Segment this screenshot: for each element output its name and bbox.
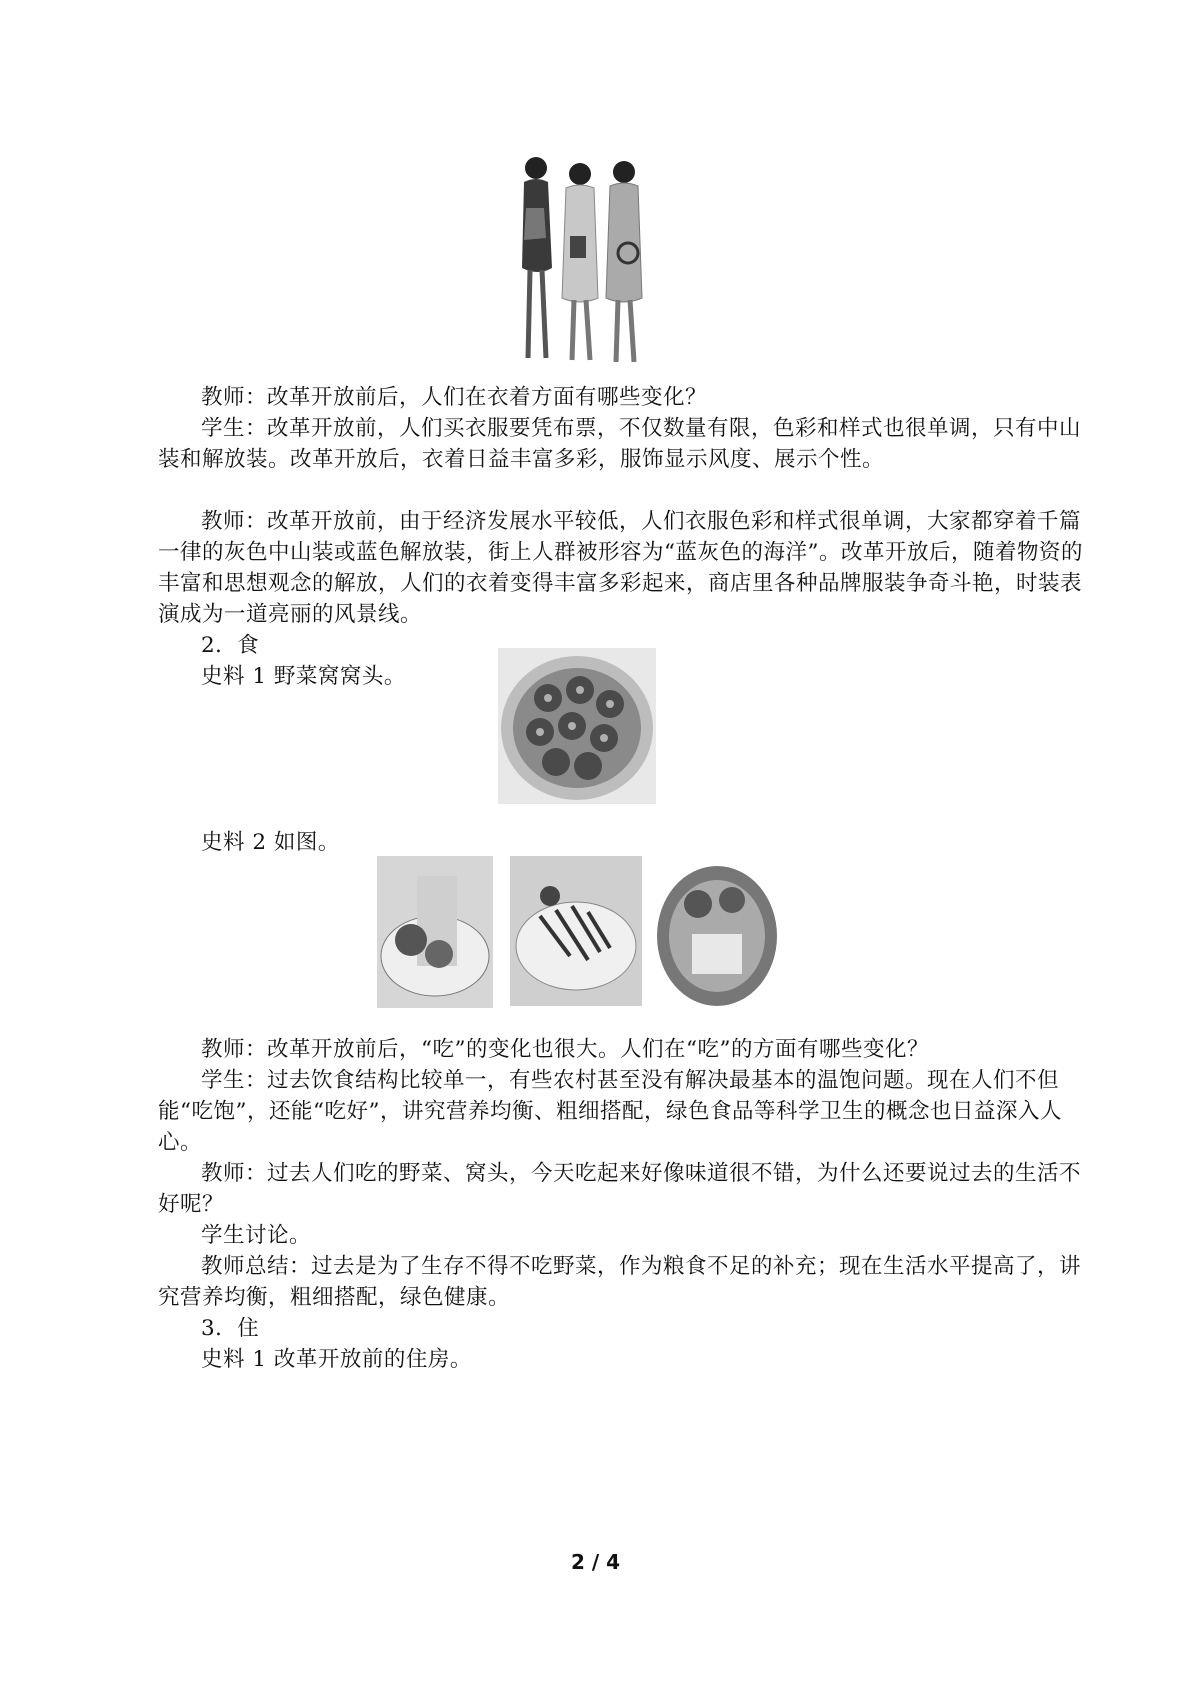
paragraph: 教师：改革开放前后，“吃”的变化也很大。人们在“吃”的方面有哪些变化？: [201, 1037, 929, 1062]
paragraph: 学生讨论。: [201, 1223, 312, 1248]
paragraph: 学生：改革开放前，人们买衣服要凭布票，不仅数量有限，色彩和样式也很单调，只有中山装和解放装。改革开放后，衣着日益丰富多彩，服饰显示风度、展示个性。: [158, 416, 1082, 472]
photo-food-plate: [377, 856, 493, 1008]
source-caption: 史料 2 如图。: [201, 830, 340, 855]
photo-wild-vegetable-wotou: [498, 648, 656, 804]
source-caption: 史料 1 改革开放前的住房。: [201, 1347, 472, 1372]
section-heading: 2．食: [201, 633, 260, 658]
photo-women-in-qipao: [500, 148, 656, 370]
page-number: 2 / 4: [570, 1550, 621, 1574]
paragraph: 教师：改革开放前后，人们在衣着方面有哪些变化？: [201, 385, 708, 410]
paragraph: 教师：过去人们吃的野菜、窝头，今天吃起来好像味道很不错，为什么还要说过去的生活不好呢？: [158, 1161, 1082, 1217]
paragraph: 教师总结：过去是为了生存不得不吃野菜，作为粮食不足的补充；现在生活水平提高了，讲究营养均衡，粗细搭配，绿色健康。: [158, 1254, 1082, 1310]
photo-snack-basket: [654, 856, 780, 1008]
paragraph: 教师：改革开放前，由于经济发展水平较低，人们衣服色彩和样式很单调，大家都穿着千篇一律的灰色中山装或蓝色解放装，街上人群被形容为“蓝灰色的海洋”。改革开放后，随着物资的丰富和思想观念的解放，人们的衣着变得丰富多彩起来，商店里各种品牌服装争奇斗艳，时装表演成为一道亮丽的风景线。: [158, 509, 1083, 627]
paragraph: 学生：过去饮食结构比较单一，有些农村甚至没有解决最基本的温饱问题。现在人们不但能“吃饱”，还能“吃好”，讲究营养均衡、粗细搭配，绿色食品等科学卫生的概念也日益深入人心。: [158, 1068, 1062, 1155]
photo-mushroom-dish: [510, 856, 642, 1006]
source-caption: 史料 1 野菜窝窝头。: [201, 664, 406, 689]
section-heading: 3．住: [201, 1316, 260, 1341]
